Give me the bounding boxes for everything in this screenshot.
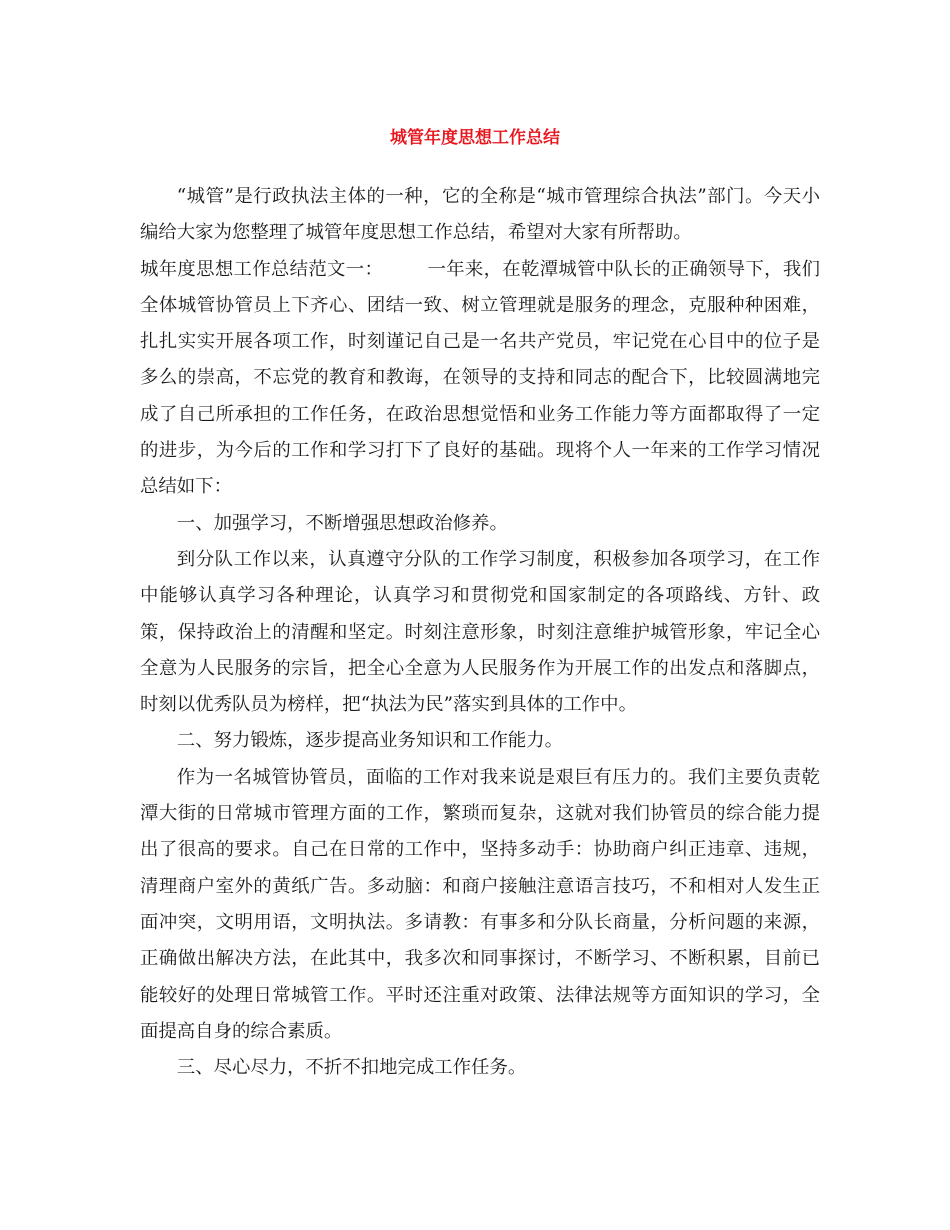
document-body <box>140 179 820 1086</box>
section-1-paragraph: 到分队工作以来，认真遵守分队的工作学习制度，积极参加各项学习，在工作中能够认真学习各种理论，认真学习和贯彻党和国家制定的各项路线、方针、政策，保持政治上的清醒和坚定。时刻注意形象，时刻注意维护城管形象，牢记全心全意为人民服务的宗旨，把全心全意为人民服务作为开展工作的出发点和落脚点，时刻以优秀队员为榜样，把“执法为民”落实到具体的工作中。 <box>140 548 820 716</box>
section-2-heading: 二、努力锻炼，逐步提高业务知识和工作能力。 <box>176 730 564 752</box>
section-3-heading: 三、尽心尽力，不折不扣地完成工作任务。 <box>176 1057 527 1079</box>
section-1-heading: 一、加强学习，不断增强思想政治修养。 <box>176 512 508 534</box>
section-2-paragraph: 作为一名城管协管员，面临的工作对我来说是艰巨有压力的。我们主要负责乾潭大街的日常城市管理方面的工作，繁琐而复杂，这就对我们协管员的综合能力提出了很高的要求。自己在日常的工作中，坚持多动手：协助商户纠正违章、违规，清理商户室外的黄纸广告。多动脑：和商户接触注意语言技巧，不和相对人发生正面冲突，文明用语，文明执法。多请教：有事多和分队长商量，分析问题的来源，正确做出解决方法，在此其中，我多次和同事探讨，不断学习、不断积累，目前已能较好的处理日常城管工作。平时还注重对政策、法律法规等方面知识的学习，全面提高自身的综合素质。 <box>140 766 820 1042</box>
sample-body: 一年来，在乾潭城管中队长的正确领导下，我们全体城管协管员上下齐心、团结一致、树立管理就是服务的理念，克服种种困难，扎扎实实开展各项工作，时刻谨记自己是一名共产党员，牢记党在心目中的位子是多么的崇高，不忘党的教育和教诲，在领导的支持和同志的配合下，比较圆满地完成了自己所承担的工作任务，在政治思想觉悟和业务工作能力等方面都取得了一定的进步，为今后的工作和学习打下了良好的基础。现将个人一年来的工作学习情况总结如下： <box>140 258 820 498</box>
intro-paragraph: “城管”是行政执法主体的一种，它的全称是“城市管理综合执法”部门。今天小编给大家为您整理了城管年度思想工作总结，希望对大家有所帮助。 <box>140 186 820 244</box>
document-title: 城管年度思想工作总结 <box>390 128 560 148</box>
sample-paragraph <box>140 252 820 506</box>
sample-label: 城年度思想工作总结范文一： <box>140 258 384 280</box>
